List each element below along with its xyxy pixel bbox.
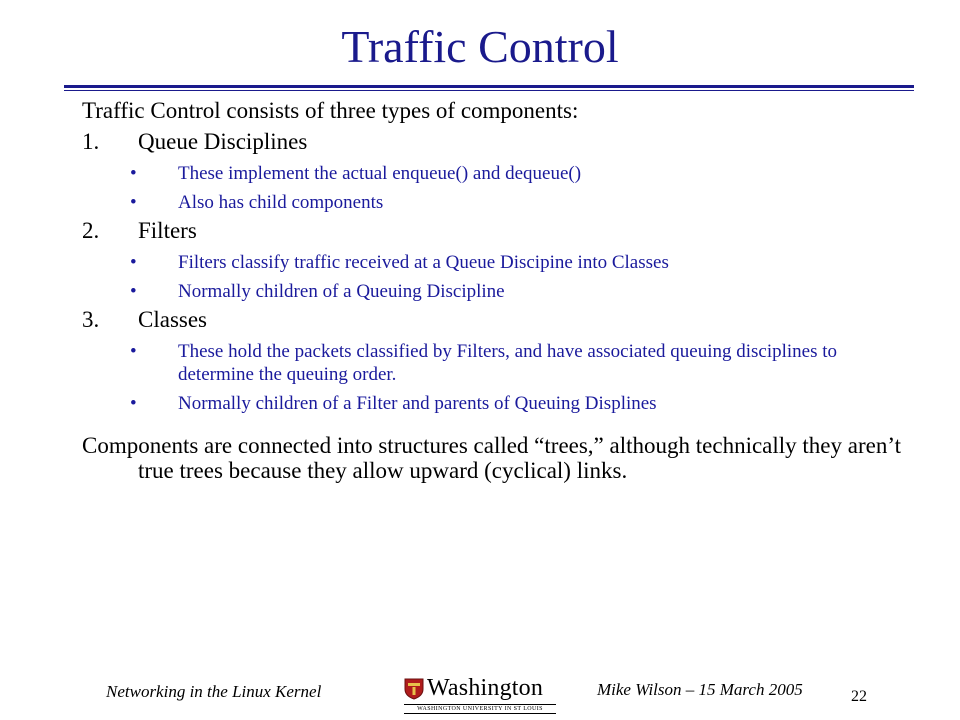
intro-text: Traffic Control consists of three types of components: (82, 98, 579, 123)
closing-text: Components are connected into structures called “trees,” although technically they aren’t true trees because they allow upward (cyclical) links. (82, 433, 901, 483)
bullet-item (82, 191, 902, 214)
bullet-icon: • (130, 252, 137, 273)
bullet-text: These implement the actual enqueue() and dequeue() (178, 163, 582, 184)
bullet-text: These hold the packets classified by Filters, and have associated queuing disciplines to determine the queuing order. (178, 341, 838, 385)
slide-footer (0, 660, 960, 720)
washington-university-logo (404, 676, 556, 716)
list-item-filters (82, 216, 902, 245)
bullet-icon: • (130, 163, 137, 184)
footer-author-date: Mike Wilson – 15 March 2005 (597, 680, 803, 699)
bullet-item (82, 280, 902, 303)
logo-wordmark: Washington (427, 675, 544, 701)
bullet-text: Normally children of a Queuing Discipline (178, 281, 505, 302)
item-label: Queue Disciplines (138, 129, 308, 154)
bullet-item (82, 392, 902, 415)
item-label: Filters (138, 218, 197, 243)
bullet-icon: • (130, 192, 137, 213)
bullet-icon: • (130, 393, 137, 414)
bullet-text: Normally children of a Filter and parents of Queuing Displines (178, 393, 657, 414)
slide-body (82, 94, 902, 483)
bullet-icon: • (130, 341, 137, 362)
university-shield-icon (404, 678, 424, 700)
list-item-queue-disciplines (82, 127, 902, 156)
item-number: 1. (82, 129, 100, 154)
footer-course-title: Networking in the Linux Kernel (106, 682, 322, 701)
item-label: Classes (138, 307, 207, 332)
item-number: 3. (82, 307, 100, 332)
page-number: 22 (851, 688, 867, 705)
logo-subtitle: WASHINGTON UNIVERSITY IN ST LOUIS (417, 706, 543, 712)
bullet-item (82, 162, 902, 185)
slide-title: Traffic Control (341, 21, 619, 72)
title-divider-thin (64, 90, 914, 91)
item-number: 2. (82, 218, 100, 243)
bullet-item (82, 340, 902, 386)
logo-rule-bottom (404, 713, 556, 714)
list-item-classes (82, 305, 902, 334)
bullet-icon: • (130, 281, 137, 302)
bullet-text: Also has child components (178, 192, 384, 213)
bullet-item (82, 251, 902, 274)
title-divider (64, 85, 914, 88)
bullet-text: Filters classify traffic received at a Queue Discipine into Classes (178, 252, 669, 273)
